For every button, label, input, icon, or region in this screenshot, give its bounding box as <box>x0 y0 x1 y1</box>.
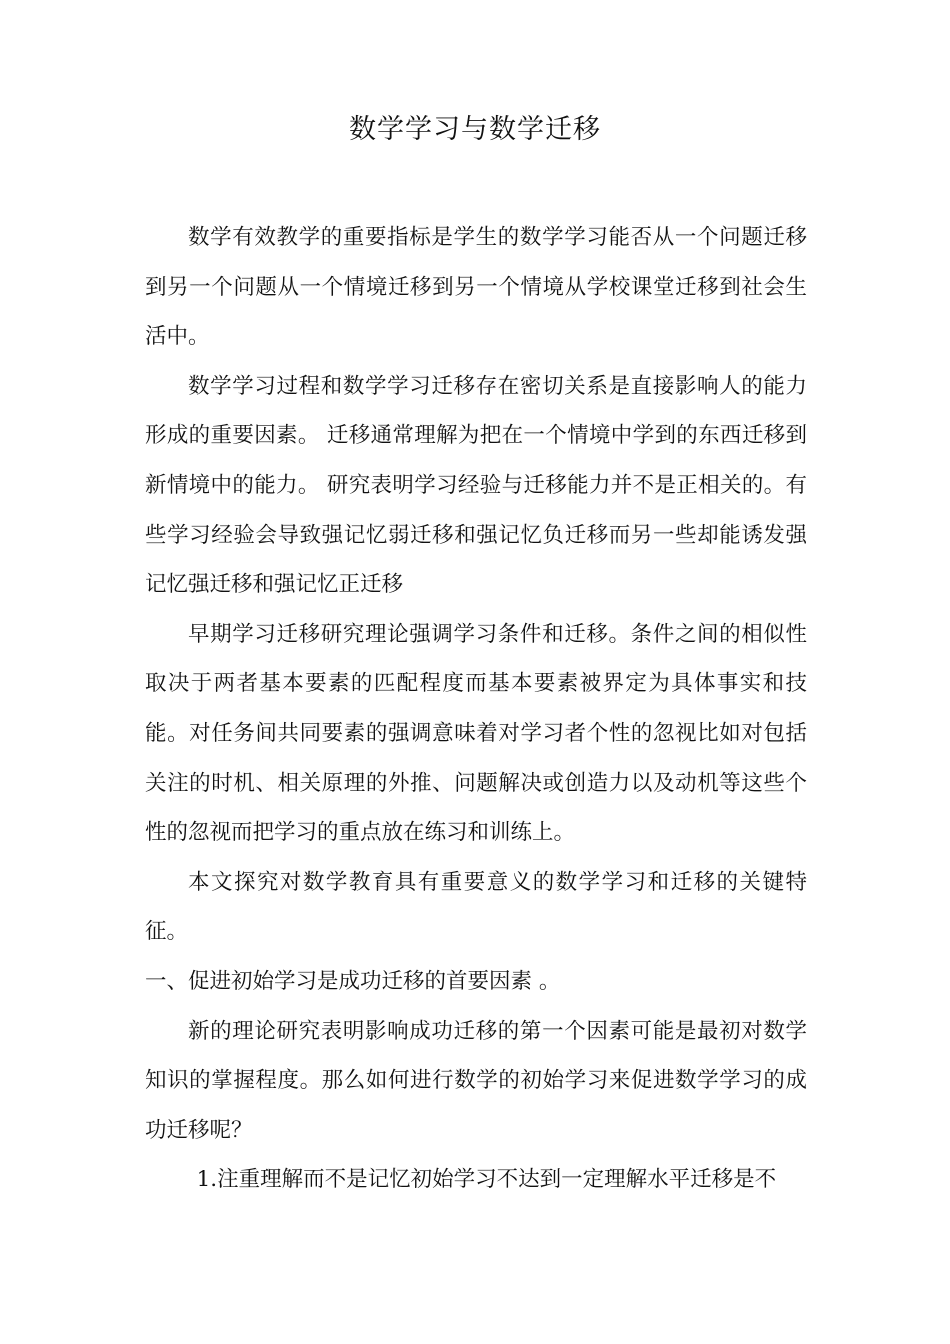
section-heading-1: 一、促进初始学习是成功迁移的首要因素 。 <box>145 968 561 994</box>
document-body <box>145 213 807 1205</box>
list-item-1: 1.注重理解而不是记忆初始学习不达到一定理解水平迁移是不 <box>196 1167 777 1193</box>
paragraph-purpose: 本文探究对数学教育具有重要意义的数学学习和迁移的关键特征。 <box>145 869 807 945</box>
paragraph-intro: 数学有效教学的重要指标是学生的数学学习能否从一个问题迁移到另一个问题从一个情境迁移到另一个情境从学校课堂迁移到社会生活中。 <box>145 225 807 350</box>
paragraph-relationship: 数学学习过程和数学学习迁移存在密切关系是直接影响人的能力形成的重要因素。 迁移通常理解为把在一个情境中学到的东西迁移到新情境中的能力。 研究表明学习经验与迁移能力并不是正相关的。有些学习经验会导致强记忆弱迁移和强记忆负迁移而另一些却能诱发强记忆强迁移和强记忆正迁移 <box>145 373 807 598</box>
paragraph-early-theory: 早期学习迁移研究理论强调学习条件和迁移。条件之间的相似性取决于两者基本要素的匹配程度而基本要素被界定为具体事实和技能。对任务间共同要素的强调意味着对学习者个性的忽视比如对包括关注的时机、相关原理的外推、问题解决或创造力以及动机等这些个性的忽视而把学习的重点放在练习和训练上。 <box>145 621 807 846</box>
paragraph-new-theory: 新的理论研究表明影响成功迁移的第一个因素可能是最初对数学知识的掌握程度。那么如何进行数学的初始学习来促进数学学习的成功迁移呢？ <box>145 1018 807 1143</box>
document-title: 数学学习与数学迁移 <box>349 114 601 145</box>
